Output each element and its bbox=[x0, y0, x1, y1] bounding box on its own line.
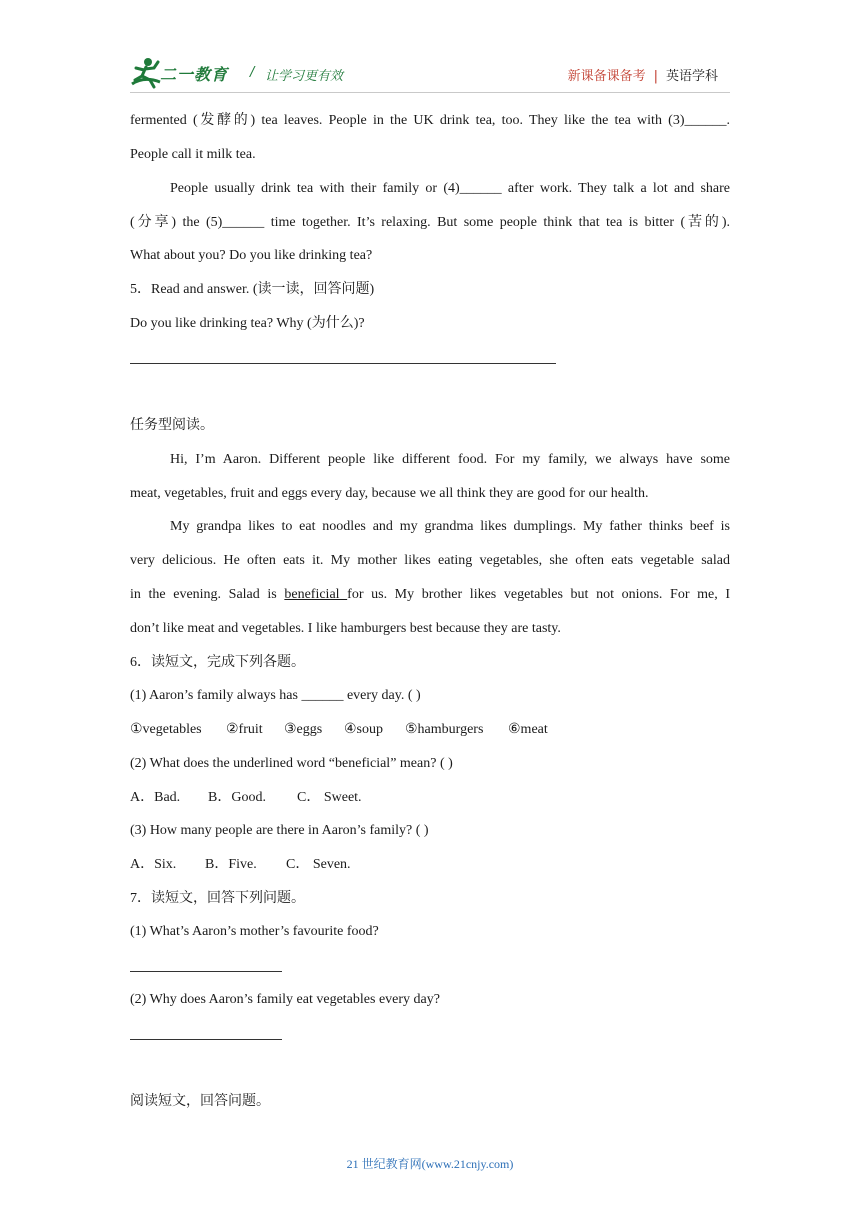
question-5-title: 5．Read and answer. (读一读，回答问题) bbox=[130, 282, 375, 297]
header-separator: | bbox=[653, 69, 658, 84]
passage2-line: meat, vegetables, fruit and eggs every day, because we all think they are good for our health. bbox=[130, 486, 649, 501]
passage1-line: (分享) the (5)______ time together. It’s relaxing. But some people think that tea is bitter (苦的). bbox=[130, 215, 730, 230]
passage1-line: fermented (发酵的) tea leaves. People in the UK drink tea, too. They like the tea with (3)______. bbox=[130, 113, 730, 128]
question-5-prompt: Do you like drinking tea? Why (为什么)? bbox=[130, 316, 365, 331]
question-6-title: 6．读短文，完成下列各题。 bbox=[130, 655, 305, 670]
subject-label: 英语学科 bbox=[665, 69, 718, 84]
answer-line bbox=[130, 363, 556, 364]
option: ⑤hamburgers bbox=[405, 722, 484, 737]
slogan: 让学习更有效 bbox=[265, 69, 344, 84]
logo-text: 二一教育 bbox=[160, 65, 229, 84]
page-footer: 21 世纪教育网(www.21cnjy.com) bbox=[346, 1157, 514, 1171]
option: A．Six. bbox=[130, 857, 177, 872]
header-divider bbox=[130, 92, 730, 93]
question-6-1-options bbox=[130, 720, 730, 740]
question-6-3-options bbox=[130, 855, 730, 875]
question-7-2: (2) Why does Aaron’s family eat vegetables every day? bbox=[130, 992, 440, 1007]
passage2-line: very delicious. He often eats it. My mother likes eating vegetables, she often eats vegetable salad bbox=[130, 553, 730, 568]
option: C． Seven. bbox=[286, 857, 351, 872]
option: B．Five. bbox=[205, 857, 257, 872]
passage2-text: in the evening. Salad is bbox=[130, 587, 285, 602]
header-right bbox=[568, 65, 718, 84]
option: B．Good. bbox=[208, 790, 266, 805]
answer-line bbox=[130, 971, 282, 972]
option: ①vegetables bbox=[130, 722, 202, 737]
passage2-line bbox=[130, 585, 730, 605]
passage2-line: Hi, I’m Aaron. Different people like different food. For my family, we always have some bbox=[170, 452, 730, 467]
option: ②fruit bbox=[226, 722, 263, 737]
slogan-separator: / bbox=[250, 65, 255, 80]
question-7-title: 7．读短文，回答下列问题。 bbox=[130, 891, 305, 906]
passage1-line: People usually drink tea with their family or (4)______ after work. They talk a lot and share bbox=[170, 181, 730, 196]
passage2-line: My grandpa likes to eat noodles and my grandma likes dumplings. My father thinks beef is bbox=[170, 519, 730, 534]
section-title: 阅读短文，回答问题。 bbox=[130, 1094, 270, 1109]
question-7-1: (1) What’s Aaron’s mother’s favourite food? bbox=[130, 924, 379, 939]
question-6-3: (3) How many people are there in Aaron’s family? ( ) bbox=[130, 823, 429, 838]
question-6-2-options bbox=[130, 788, 730, 808]
question-6-2: (2) What does the underlined word “beneficial” mean? ( ) bbox=[130, 756, 453, 771]
option: A．Bad. bbox=[130, 790, 181, 805]
exam-label: 新课备课备考 bbox=[567, 69, 646, 84]
underlined-word: beneficial bbox=[284, 587, 348, 602]
passage1-line: What about you? Do you like drinking tea? bbox=[130, 248, 373, 263]
option: ④soup bbox=[344, 722, 383, 737]
option: ⑥meat bbox=[508, 722, 548, 737]
page-header bbox=[130, 56, 730, 92]
passage1-line: People call it milk tea. bbox=[130, 147, 256, 162]
answer-line bbox=[130, 1039, 282, 1040]
question-6-1: (1) Aaron’s family always has ______ every day. ( ) bbox=[130, 688, 421, 703]
passage2-text: for us. My brother likes vegetables but not onions. For me, I bbox=[347, 587, 730, 602]
section-title: 任务型阅读。 bbox=[130, 418, 214, 433]
option: ③eggs bbox=[284, 722, 323, 737]
option: C． Sweet. bbox=[297, 790, 362, 805]
passage2-line: don’t like meat and vegetables. I like hamburgers best because they are tasty. bbox=[130, 621, 561, 636]
